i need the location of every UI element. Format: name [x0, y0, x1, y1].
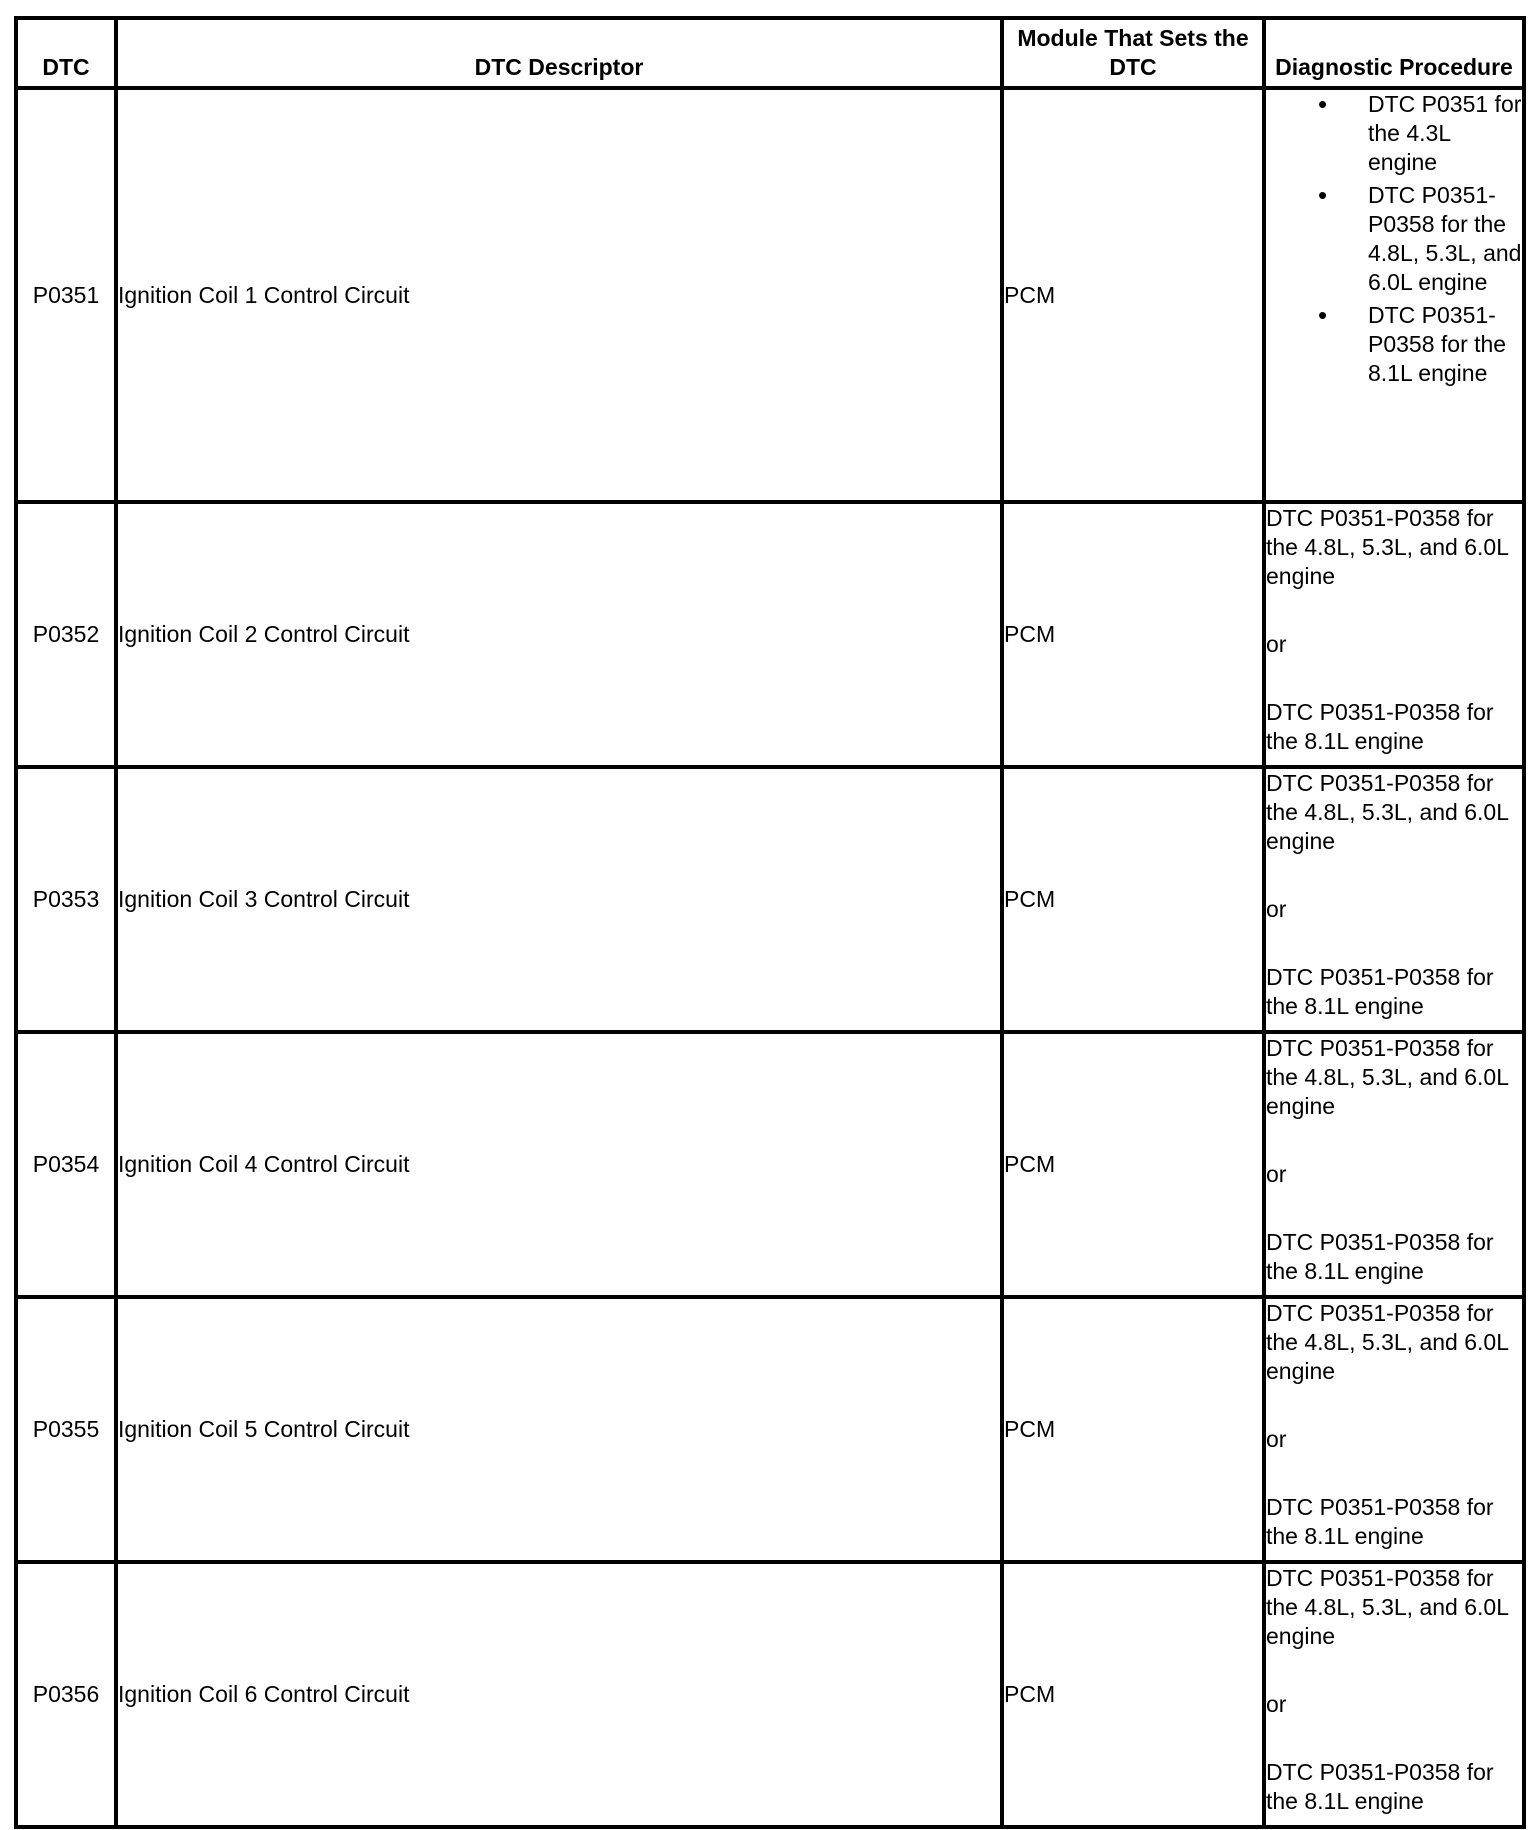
- header-procedure: Diagnostic Procedure: [1264, 18, 1524, 88]
- procedure-or-text: or: [1266, 1691, 1287, 1717]
- procedure-or-text: or: [1266, 1161, 1287, 1187]
- procedure-link-text[interactable]: DTC P0351-P0358 for the 4.8L, 5.3L, and 6.0L engine: [1266, 1300, 1509, 1384]
- dtc-descriptor: Ignition Coil 4 Control Circuit: [116, 1032, 1002, 1297]
- table-header-row: [16, 18, 1524, 88]
- dtc-code: P0355: [16, 1297, 116, 1562]
- procedure-link-text[interactable]: DTC P0351-P0358 for the 8.1L engine: [1266, 1759, 1494, 1814]
- dtc-module: PCM: [1002, 1297, 1264, 1562]
- procedure-bullet-item: [1266, 181, 1522, 297]
- table-row: [16, 502, 1524, 767]
- dtc-descriptor: Ignition Coil 5 Control Circuit: [116, 1297, 1002, 1562]
- procedure-link-text[interactable]: DTC P0351-P0358 for the 8.1L engine: [1266, 964, 1494, 1019]
- header-module: Module That Sets the DTC: [1002, 18, 1264, 88]
- procedure-link-text[interactable]: DTC P0351-P0358 for the 8.1L engine: [1266, 699, 1494, 754]
- diagnostic-procedure: [1264, 88, 1524, 502]
- procedure-or-text: or: [1266, 1426, 1287, 1452]
- procedure-or-text: or: [1266, 631, 1287, 657]
- dtc-code: P0352: [16, 502, 116, 767]
- dtc-descriptor: Ignition Coil 6 Control Circuit: [116, 1562, 1002, 1827]
- procedure-or-text: or: [1266, 896, 1287, 922]
- dtc-table: [14, 16, 1526, 1829]
- header-descriptor: DTC Descriptor: [116, 18, 1002, 88]
- procedure-link-text[interactable]: DTC P0351-P0358 for the 4.8L, 5.3L, and 6.0L engine: [1368, 182, 1522, 295]
- procedure-bullet-list: [1266, 90, 1522, 388]
- table-row: [16, 1562, 1524, 1827]
- dtc-module: PCM: [1002, 1032, 1264, 1297]
- dtc-module: PCM: [1002, 88, 1264, 502]
- diagnostic-procedure: [1264, 1032, 1524, 1297]
- header-dtc: DTC: [16, 18, 116, 88]
- table-row: [16, 88, 1524, 502]
- procedure-bullet-item: [1266, 301, 1522, 388]
- dtc-descriptor: Ignition Coil 1 Control Circuit: [116, 88, 1002, 502]
- table-row: [16, 767, 1524, 1032]
- procedure-link-text[interactable]: DTC P0351-P0358 for the 8.1L engine: [1368, 302, 1507, 386]
- diagnostic-procedure: [1264, 1562, 1524, 1827]
- dtc-module: PCM: [1002, 502, 1264, 767]
- procedure-link-text[interactable]: DTC P0351-P0358 for the 4.8L, 5.3L, and 6.0L engine: [1266, 1565, 1509, 1649]
- procedure-link-text[interactable]: DTC P0351-P0358 for the 4.8L, 5.3L, and 6.0L engine: [1266, 505, 1509, 589]
- procedure-bullet-item: [1266, 90, 1522, 177]
- diagnostic-procedure: [1264, 502, 1524, 767]
- dtc-descriptor: Ignition Coil 2 Control Circuit: [116, 502, 1002, 767]
- procedure-link-text[interactable]: DTC P0351-P0358 for the 4.8L, 5.3L, and 6.0L engine: [1266, 1035, 1509, 1119]
- dtc-code: P0356: [16, 1562, 116, 1827]
- dtc-code: P0354: [16, 1032, 116, 1297]
- dtc-code: P0353: [16, 767, 116, 1032]
- procedure-link-text[interactable]: DTC P0351-P0358 for the 4.8L, 5.3L, and 6.0L engine: [1266, 770, 1509, 854]
- diagnostic-procedure: [1264, 767, 1524, 1032]
- dtc-module: PCM: [1002, 767, 1264, 1032]
- dtc-descriptor: Ignition Coil 3 Control Circuit: [116, 767, 1002, 1032]
- procedure-link-text[interactable]: DTC P0351-P0358 for the 8.1L engine: [1266, 1229, 1494, 1284]
- dtc-code: P0351: [16, 88, 116, 502]
- procedure-link-text[interactable]: DTC P0351 for the 4.3L engine: [1368, 91, 1522, 175]
- procedure-link-text[interactable]: DTC P0351-P0358 for the 8.1L engine: [1266, 1494, 1494, 1549]
- diagnostic-procedure: [1264, 1297, 1524, 1562]
- dtc-module: PCM: [1002, 1562, 1264, 1827]
- table-row: [16, 1297, 1524, 1562]
- table-row: [16, 1032, 1524, 1297]
